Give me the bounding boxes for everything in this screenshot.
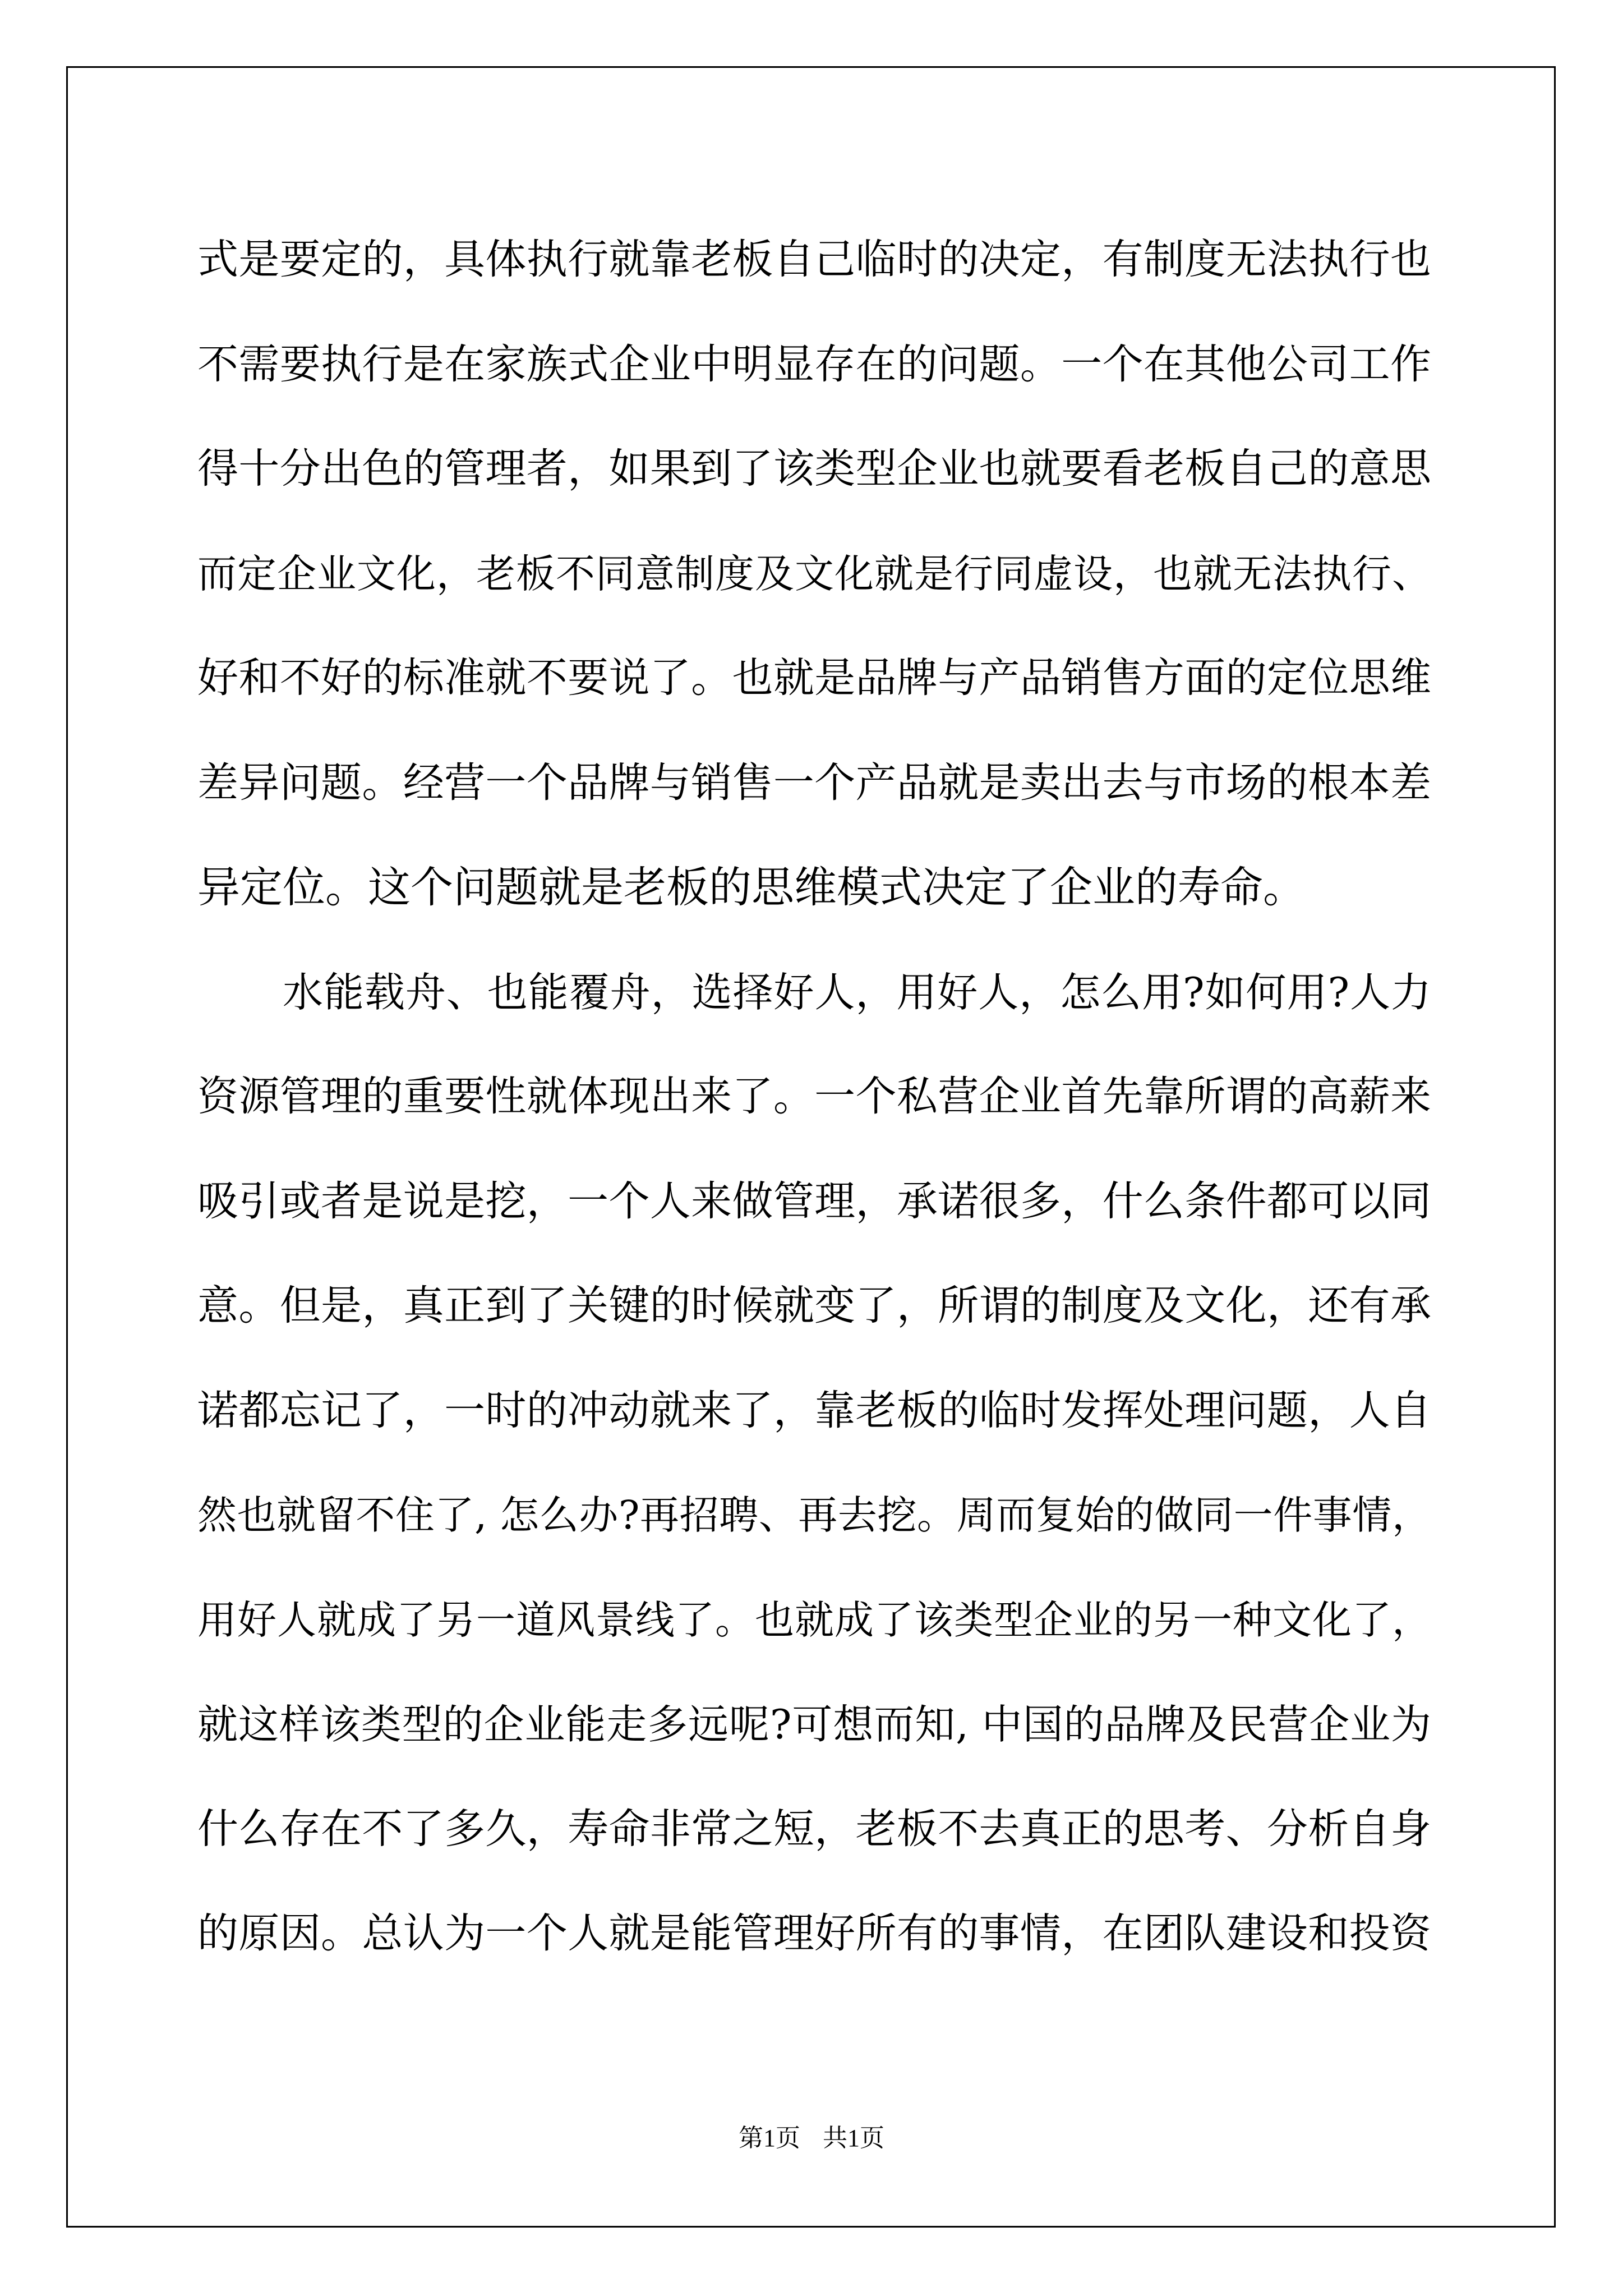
text-line: 什么存在不了多久，寿命非常之短，老板不去真正的思考、分析自身 [197,1805,1431,1853]
text-line: 的原因。总认为一个人就是能管理好所有的事情，在团队建设和投资 [197,1910,1431,1957]
page-number-current: 第1页 [739,2124,800,2152]
text-line: 意。但是，真正到了关键的时候就变了，所谓的制度及文化，还有承 [197,1282,1431,1329]
text-line: 式是要定的，具体执行就靠老板自己临时的决定，有制度无法执行也 [197,236,1431,283]
text-line: 不需要执行是在家族式企业中明显存在的问题。一个在其他公司工作 [197,340,1431,388]
text-line: 用好人就成了另一道风景线了。也就成了该类型企业的另一种文化了， [197,1596,1431,1643]
text-line: 而定企业文化，老板不同意制度及文化就是行同虚设，也就无法执行、 [197,550,1431,597]
text-line: 吸引或者是说是挖，一个人来做管理，承诺很多，什么条件都可以同 [197,1177,1431,1225]
text-line: 诺都忘记了，一时的冲动就来了，靠老板的临时发挥处理问题，人自 [197,1386,1431,1434]
document-body [197,208,1431,1986]
text-line: 差异问题。经营一个品牌与销售一个产品就是卖出去与市场的根本差 [197,758,1431,807]
text-line: 然也就留不住了, 怎么办?再招聘、再去挖。周而复始的做同一件事情， [197,1492,1431,1538]
text-line: 资源管理的重要性就体现出来了。一个私营企业首先靠所谓的高薪来 [197,1073,1431,1120]
text-line: 就这样该类型的企业能走多远呢?可想而知, 中国的品牌及民营企业为 [197,1701,1431,1748]
text-line: 异定位。这个问题就是老板的思维模式决定了企业的寿命。 [197,862,1306,912]
text-line: 好和不好的标准就不要说了。也就是品牌与产品销售方面的定位思维 [197,654,1431,702]
text-line: 得十分出色的管理者，如果到了该类型企业也就要看老板自己的意思 [197,445,1431,493]
text-line-indented: 水能载舟、也能覆舟，选择好人，用好人，怎么用?如何用?人力 [283,968,1431,1016]
page-footer [0,2122,1623,2155]
page-number-total: 共1页 [823,2124,884,2152]
